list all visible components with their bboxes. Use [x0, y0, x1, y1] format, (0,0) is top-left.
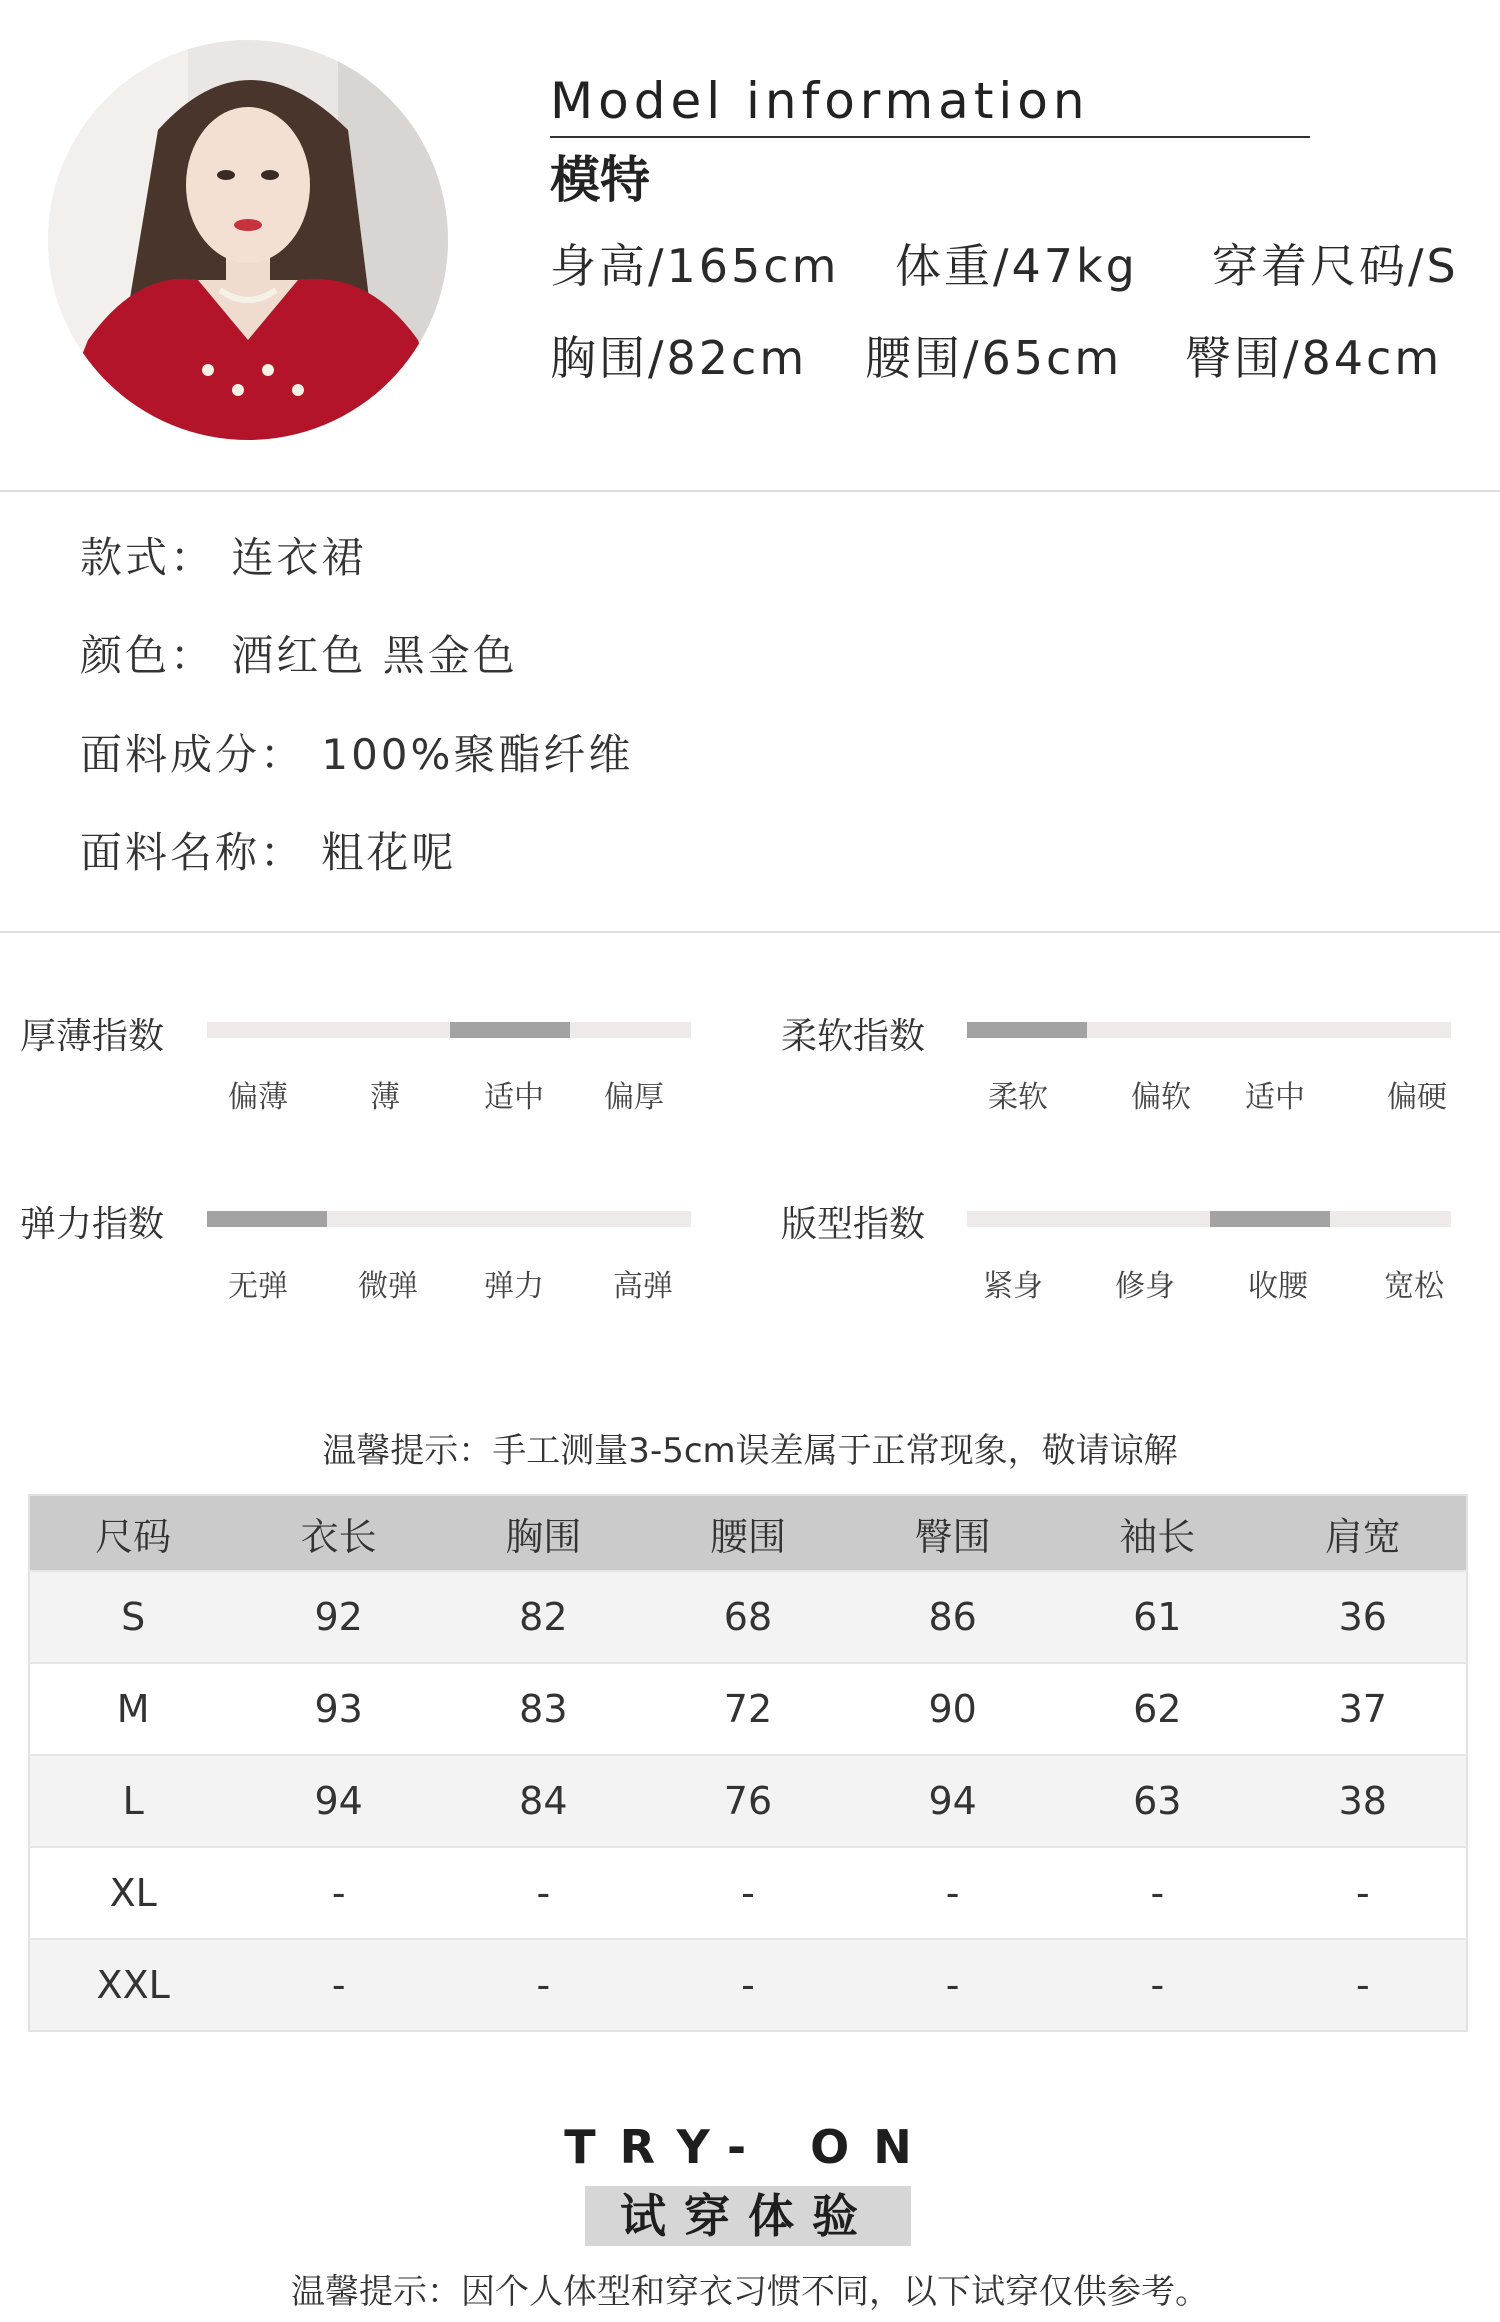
- table-cell: 92: [236, 1571, 441, 1663]
- column-header-shoulder: 肩宽: [1260, 1495, 1467, 1571]
- fit-option: 修身: [1115, 1269, 1175, 1304]
- column-header-hip: 臀围: [850, 1495, 1055, 1571]
- table-cell: 76: [646, 1755, 851, 1847]
- table-cell: 62: [1055, 1663, 1260, 1755]
- softness-option: 适中: [1245, 1080, 1305, 1115]
- product-fabric: 面料成分： 100%聚酯纤维: [80, 730, 634, 779]
- thickness-option: 适中: [484, 1080, 544, 1115]
- column-header-length: 衣长: [236, 1495, 441, 1571]
- table-cell: -: [236, 1847, 441, 1939]
- elasticity-index-selected: [207, 1211, 327, 1227]
- table-cell: 63: [1055, 1755, 1260, 1847]
- product-color: 颜色： 酒红色 黑金色: [80, 631, 518, 680]
- elasticity-option: 无弹: [228, 1269, 288, 1304]
- table-cell: -: [646, 1847, 851, 1939]
- table-cell: L: [29, 1755, 236, 1847]
- table-cell: XXL: [29, 1939, 236, 2031]
- column-header-waist: 腰围: [646, 1495, 851, 1571]
- fit-option: 收腰: [1248, 1269, 1308, 1304]
- table-cell: -: [1055, 1939, 1260, 2031]
- table-row: [29, 1571, 1467, 1663]
- tryon-tip: 温馨提示：因个人体型和穿衣习惯不同，以下试穿仅供参考。: [291, 2272, 1209, 2312]
- model-waist: 腰围/65cm: [865, 331, 1123, 385]
- divider: [0, 490, 1500, 492]
- softness-option: 柔软: [988, 1080, 1048, 1115]
- table-cell: -: [1260, 1939, 1467, 2031]
- table-cell: 94: [850, 1755, 1055, 1847]
- model-height: 身高/165cm: [550, 239, 840, 293]
- thickness-option: 薄: [370, 1080, 400, 1115]
- title-underline: [550, 136, 1310, 138]
- elasticity-index-label: 弹力指数: [20, 1204, 165, 1245]
- thickness-index-bar: [207, 1022, 691, 1038]
- divider: [0, 931, 1500, 933]
- table-cell: 84: [441, 1755, 646, 1847]
- table-row: [29, 1847, 1467, 1939]
- fit-index-label: 版型指数: [781, 1204, 926, 1245]
- table-header-row: [29, 1495, 1467, 1571]
- model-info-title: Model information: [550, 72, 1090, 130]
- tryon-subtitle: 试穿体验: [620, 2189, 876, 2243]
- table-cell: S: [29, 1571, 236, 1663]
- softness-option: 偏软: [1131, 1080, 1191, 1115]
- table-cell: -: [646, 1939, 851, 2031]
- elasticity-index-bar: [207, 1211, 691, 1227]
- thickness-index-selected: [450, 1022, 570, 1038]
- column-header-sleeve: 袖长: [1055, 1495, 1260, 1571]
- table-cell: -: [441, 1939, 646, 2031]
- table-cell: 83: [441, 1663, 646, 1755]
- elasticity-option: 微弹: [358, 1269, 418, 1304]
- softness-index-label: 柔软指数: [781, 1016, 926, 1057]
- table-cell: -: [850, 1847, 1055, 1939]
- table-cell: 38: [1260, 1755, 1467, 1847]
- fit-index-bar: [967, 1211, 1451, 1227]
- table-row: [29, 1755, 1467, 1847]
- table-cell: 94: [236, 1755, 441, 1847]
- model-bust: 胸围/82cm: [550, 331, 808, 385]
- model-portrait-image: [48, 40, 448, 440]
- table-cell: 61: [1055, 1571, 1260, 1663]
- table-cell: XL: [29, 1847, 236, 1939]
- fit-option: 宽松: [1384, 1269, 1444, 1304]
- fit-index-selected: [1210, 1211, 1330, 1227]
- table-cell: -: [850, 1939, 1055, 2031]
- elasticity-option: 弹力: [484, 1269, 544, 1304]
- table-cell: -: [1055, 1847, 1260, 1939]
- thickness-option: 偏薄: [228, 1080, 288, 1115]
- table-cell: 86: [850, 1571, 1055, 1663]
- size-table: [28, 1494, 1468, 2032]
- table-cell: 68: [646, 1571, 851, 1663]
- table-row: [29, 1939, 1467, 2031]
- column-header-size: 尺码: [29, 1495, 236, 1571]
- thickness-option: 偏厚: [604, 1080, 664, 1115]
- table-cell: -: [441, 1847, 646, 1939]
- product-style: 款式： 连衣裙: [80, 533, 367, 582]
- table-cell: 82: [441, 1571, 646, 1663]
- column-header-bust: 胸围: [441, 1495, 646, 1571]
- model-hip: 臀围/84cm: [1185, 331, 1443, 385]
- softness-index-bar: [967, 1022, 1451, 1038]
- thickness-index-label: 厚薄指数: [20, 1016, 165, 1057]
- table-cell: -: [1260, 1847, 1467, 1939]
- table-row: [29, 1663, 1467, 1755]
- model-photo: [48, 40, 448, 440]
- table-cell: 37: [1260, 1663, 1467, 1755]
- table-cell: M: [29, 1663, 236, 1755]
- model-size: 穿着尺码/S: [1212, 239, 1459, 293]
- model-info-subtitle: 模特: [550, 151, 650, 209]
- softness-option: 偏硬: [1387, 1080, 1447, 1115]
- table-cell: 93: [236, 1663, 441, 1755]
- softness-index-selected: [967, 1022, 1087, 1038]
- table-cell: -: [236, 1939, 441, 2031]
- elasticity-option: 高弹: [613, 1269, 673, 1304]
- tryon-title: TRY- ON: [564, 2120, 936, 2174]
- measurement-tip: 温馨提示：手工测量3-5cm误差属于正常现象，敬请谅解: [322, 1431, 1178, 1471]
- table-cell: 72: [646, 1663, 851, 1755]
- model-weight: 体重/47kg: [895, 239, 1138, 293]
- table-cell: 36: [1260, 1571, 1467, 1663]
- table-cell: 90: [850, 1663, 1055, 1755]
- fit-option: 紧身: [983, 1269, 1043, 1304]
- product-fabric-name: 面料名称： 粗花呢: [80, 828, 457, 877]
